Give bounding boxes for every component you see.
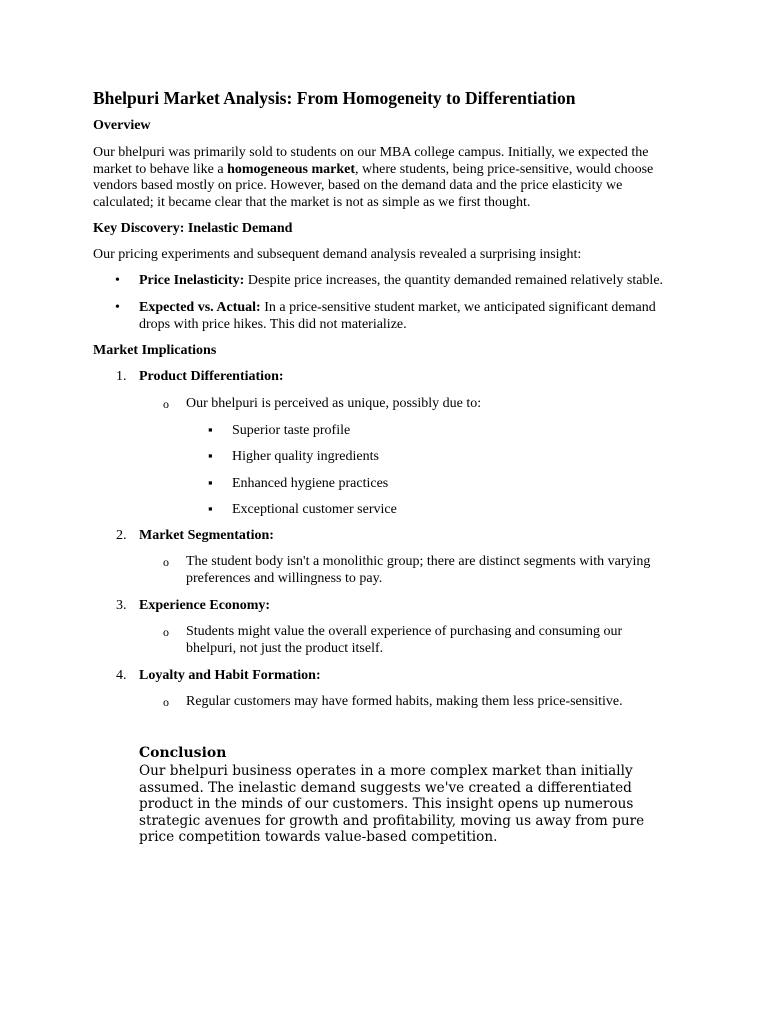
implication-sub: Our bhelpuri is perceived as unique, possibly due to: — [186, 396, 482, 411]
square-marker: ▪ — [208, 448, 213, 463]
bullet-label: Expected vs. Actual: — [139, 300, 261, 315]
implication-title: Experience Economy: — [139, 598, 271, 613]
circle-marker: o — [163, 625, 169, 639]
circle-marker: o — [163, 397, 169, 411]
list-number: 3. — [116, 598, 127, 613]
implication-sub: Regular customers may have formed habits, making them less price-sensitive. — [186, 694, 623, 709]
implication-title: Loyalty and Habit Formation: — [139, 668, 321, 683]
bullet-text: Despite price increases, the quantity demanded remained relatively stable. — [244, 273, 664, 288]
square-marker: ▪ — [208, 422, 213, 437]
overview-text-1: Our bhelpuri was primarily sold to students on our MBA college campus. Initially, we expected the market to behave like a — [93, 145, 649, 177]
overview-heading: Overview — [93, 118, 151, 133]
square-marker: ▪ — [208, 501, 213, 516]
overview-text-2: , where students, being price-sensitive, would choose vendors based mostly on price. However, based on the demand data and the price elasticity we calculated; it became clear that the market is not as simple as we first thought. — [93, 161, 654, 210]
bullet-marker: • — [115, 273, 120, 288]
overview-paragraph — [93, 145, 683, 211]
sub-bullet-item: Higher quality ingredients — [232, 449, 379, 464]
sub-bullet-item: Superior taste profile — [232, 423, 351, 438]
conclusion-body: Our bhelpuri business operates in a more complex market than initially assumed. The inelastic demand suggests we've created a differentiated product in the minds of our customers. This insight opens up numerous strategic avenues for growth and profitability, moving us away from pure price competition towards value-based competition. — [139, 763, 645, 846]
implication-sub: The student body isn't a monolithic group; there are distinct segments with varying preferences and willingness to pay. — [186, 554, 651, 586]
list-number: 2. — [116, 528, 127, 543]
implication-sub: Students might value the overall experience of purchasing and consuming our bhelpuri, not just the product itself. — [186, 624, 623, 656]
key-discovery-intro: Our pricing experiments and subsequent demand analysis revealed a surprising insight: — [93, 247, 582, 262]
conclusion-heading: Conclusion — [139, 745, 227, 761]
list-number: 1. — [116, 369, 127, 384]
overview-bold-term: homogeneous market — [227, 161, 356, 177]
document-title: Bhelpuri Market Analysis: From Homogeneity to Differentiation — [93, 88, 576, 108]
bullet-marker: • — [115, 300, 120, 315]
bullet-expected-vs-actual — [139, 300, 684, 333]
circle-marker: o — [163, 555, 169, 569]
implication-title: Market Segmentation: — [139, 528, 274, 543]
circle-marker: o — [163, 695, 169, 709]
list-number: 4. — [116, 668, 127, 683]
implication-title: Product Differentiation: — [139, 369, 284, 384]
bullet-text: In a price-sensitive student market, we anticipated significant demand drops with price hikes. This did not materialize. — [139, 300, 656, 332]
key-discovery-heading: Key Discovery: Inelastic Demand — [93, 221, 293, 236]
bullet-label: Price Inelasticity: — [139, 273, 245, 288]
sub-bullet-item: Enhanced hygiene practices — [232, 476, 389, 491]
sub-bullet-item: Exceptional customer service — [232, 502, 397, 517]
implications-heading: Market Implications — [93, 343, 217, 358]
bullet-price-inelasticity — [139, 273, 684, 290]
square-marker: ▪ — [208, 475, 213, 490]
